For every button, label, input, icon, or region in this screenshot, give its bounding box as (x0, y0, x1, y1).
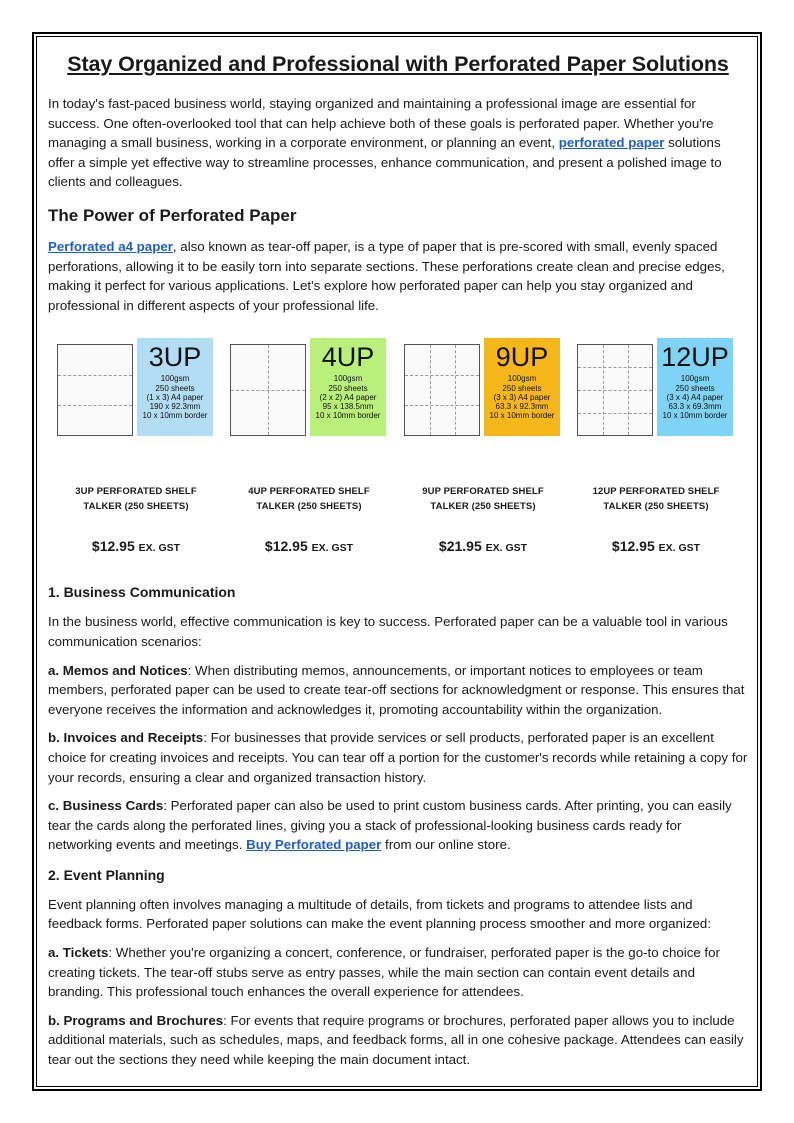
product-name-12up[interactable]: 12UP PERFORATED SHELF TALKER (250 SHEETS) (592, 486, 720, 513)
power-heading: The Power of Perforated Paper (48, 205, 297, 225)
product-price-3up: $12.95 EX. GST (91, 538, 181, 555)
section-business-communication-heading: 1. Business Communication (48, 584, 236, 601)
memos-paragraph: a. Memos and Notices: When distributing memos, announcements, or important notices to employees or team members, perforated paper can be used to create tear-off sections for acknowledgment or response. This ensures that everyone receives the information and acknowledges it, promoting accountability within the organization. (48, 662, 745, 717)
intro-paragraph: In today's fast-paced business world, staying organized and maintaining a professional image are essential for success. One often-overlooked tool that can help achieve both of these goals is perforated paper. Whether you're managing a small business, working in a corporate environment, or planning an event, perforated paper solutions offer a simple yet effective way to streamline processes, enhance communication, and present a polished image to clients and colleagues. (48, 96, 722, 190)
event-planning-intro: Event planning often involves managing a multitude of details, from tickets and programs to attendee lists and feedback forms. Perforated paper solutions can make the event planning process smoother and more organized: (48, 896, 712, 932)
product-label-3up: 3UP 100gsm 250 sheets (1 x 3) A4 paper 190 x 92.3mm 10 x 10mm border (137, 338, 213, 436)
product-price-9up: $21.95 EX. GST (438, 538, 528, 555)
business-cards-paragraph: c. Business Cards: Perforated paper can also be used to print custom business cards. After printing, you can easily tear the cards along the perforated lines, giving you a stack of professional-looking business cards ready for networking events and meetings. Buy Perforated paper from our online store. (48, 798, 732, 853)
product-row (48, 338, 748, 574)
product-name-9up[interactable]: 9UP PERFORATED SHELF TALKER (250 SHEETS) (422, 486, 544, 513)
product-card-12up[interactable] (571, 338, 741, 568)
product-label-4up: 4UP 100gsm 250 sheets (2 x 2) A4 paper 95 x 138.5mm 10 x 10mm border (310, 338, 386, 436)
product-name-4up[interactable]: 4UP PERFORATED SHELF TALKER (250 SHEETS) (248, 486, 370, 513)
business-communication-intro: In the business world, effective communication is key to success. Perforated paper can be a valuable tool in various communication scenarios: (48, 614, 728, 649)
page-title: Stay Organized and Professional with Perforated Paper Solutions (67, 52, 729, 76)
product-label-9up: 9UP 100gsm 250 sheets (3 x 3) A4 paper 63.3 x 92.3mm 10 x 10mm border (484, 338, 560, 436)
product-price-12up: $12.95 EX. GST (611, 538, 701, 555)
sheet-diagram-9up (404, 344, 480, 436)
sheet-diagram-3up (57, 344, 133, 436)
product-card-3up[interactable] (51, 338, 221, 568)
section-event-planning-heading: 2. Event Planning (48, 866, 165, 883)
document-body (48, 48, 748, 1070)
product-name-3up[interactable]: 3UP PERFORATED SHELF TALKER (250 SHEETS) (75, 486, 197, 513)
product-price-4up: $12.95 EX. GST (264, 538, 354, 555)
perforated-paper-link[interactable]: perforated paper (558, 135, 665, 151)
power-paragraph: Perforated a4 paper, also known as tear-off paper, is a type of paper that is pre-scored with small, evenly spaced perforations, allowing it to be easily torn into separate sections. These perforations create clean and precise edges, making it perfect for various applications. Let's explore how perforated paper can help you stay organized and professional in different aspects of your professional life. (48, 238, 725, 313)
sheet-diagram-4up (230, 344, 306, 436)
tickets-paragraph: a. Tickets: Whether you're organizing a concert, conference, or fundraiser, perforated paper is the go-to choice for creating tickets. The tear-off stubs serve as entry passes, while the main section can contain event details and branding. This professional touch enhances the overall experience for attendees. (48, 945, 720, 1000)
invoices-paragraph: b. Invoices and Receipts: For businesses that provide services or sell products, perforated paper is an excellent choice for creating invoices and receipts. You can tear off a portion for the customer's records while retaining a copy for your records, ensuring a clear and organized transaction history. (48, 730, 748, 785)
programs-paragraph: b. Programs and Brochures: For events that require programs or brochures, perforated paper allows you to include additional materials, such as schedules, maps, and feedback forms, all in one cohesive package. Attendees can easily tear out the sections they need while keeping the main document intact. (48, 1012, 744, 1068)
buy-perforated-paper-link[interactable]: Buy Perforated paper (246, 837, 382, 853)
sheet-diagram-12up (577, 344, 653, 436)
perforated-a4-paper-link[interactable]: Perforated a4 paper (48, 238, 173, 254)
product-card-9up[interactable] (398, 338, 568, 568)
product-label-12up: 12UP 100gsm 250 sheets (3 x 4) A4 paper 63.3 x 69.3mm 10 x 10mm border (657, 338, 733, 436)
product-card-4up[interactable] (224, 338, 394, 568)
